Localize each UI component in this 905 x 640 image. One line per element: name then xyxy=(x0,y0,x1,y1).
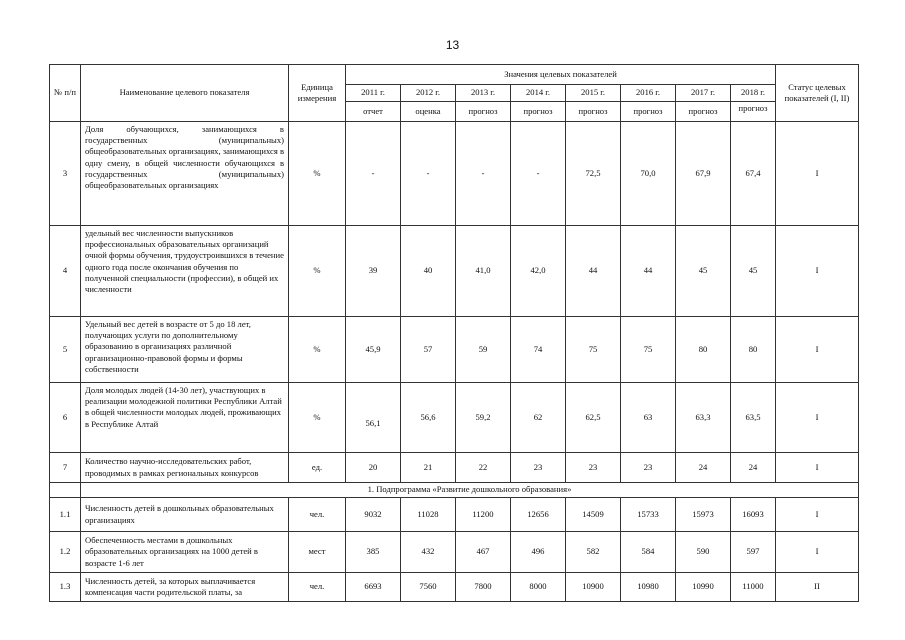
value-cell: 62,5 xyxy=(566,383,621,453)
value-cell: 74 xyxy=(511,317,566,383)
indicator-name: Численность детей, за которых выплачивается компенсация части родительской платы, за xyxy=(81,573,289,602)
value-cell: 45 xyxy=(676,226,731,317)
table-row xyxy=(50,573,859,602)
indicator-name: Количество научно-исследовательских работ, проводимых в рамках региональных конкурсов xyxy=(81,453,289,483)
value-cell: 59,2 xyxy=(456,383,511,453)
value-cell: 24 xyxy=(676,453,731,483)
value-cell: - xyxy=(511,122,566,226)
value-cell: 16093 xyxy=(731,498,776,532)
row-num: 6 xyxy=(50,383,81,453)
col-header-unit: Единица измерения xyxy=(289,65,346,122)
status-cell: I xyxy=(776,383,859,453)
value-cell: 6693 xyxy=(346,573,401,602)
year-header: 2013 г. xyxy=(456,85,511,102)
value-cell: 67,9 xyxy=(676,122,731,226)
value-type-header: прогноз xyxy=(456,102,511,122)
value-cell: 11028 xyxy=(401,498,456,532)
value-type-header: прогноз xyxy=(621,102,676,122)
target-indicators-table xyxy=(49,64,859,602)
value-cell: 496 xyxy=(511,532,566,573)
value-cell: 59 xyxy=(456,317,511,383)
unit-cell: мест xyxy=(289,532,346,573)
value-cell: 63 xyxy=(621,383,676,453)
value-cell: 40 xyxy=(401,226,456,317)
value-cell: 63,3 xyxy=(676,383,731,453)
table-row xyxy=(50,226,859,317)
year-header: 2018 г. xyxy=(731,85,776,102)
col-header-num: № п/п xyxy=(50,65,81,122)
value-cell: 75 xyxy=(621,317,676,383)
indicator-name: Доля обучающихся, занимающихся в государственных (муниципальных) общеобразовательных организациях, занимающихся в одну смену, в общей численности обучающихся в государственных (муниципальных) общеобразовательных организациях xyxy=(81,122,289,226)
unit-cell: % xyxy=(289,383,346,453)
value-cell: 20 xyxy=(346,453,401,483)
status-cell: I xyxy=(776,453,859,483)
value-cell: 45 xyxy=(731,226,776,317)
subprogram-title: 1. Подпрограмма «Развитие дошкольного образования» xyxy=(81,483,859,498)
indicator-name: Доля молодых людей (14-30 лет), участвующих в реализации молодежной политики Республики Алтай в общей численности молодых людей, проживающих в Республике Алтай xyxy=(81,383,289,453)
value-cell: 39 xyxy=(346,226,401,317)
indicator-name: Обеспеченность местами в дошкольных образовательных организациях на 1000 детей в возрасте 1-6 лет xyxy=(81,532,289,573)
year-header: 2014 г. xyxy=(511,85,566,102)
value-cell: - xyxy=(456,122,511,226)
col-header-status: Статус целевых показателей (I, II) xyxy=(776,65,859,122)
unit-cell: чел. xyxy=(289,498,346,532)
value-cell: 70,0 xyxy=(621,122,676,226)
value-cell: 56,6 xyxy=(401,383,456,453)
table-row xyxy=(50,453,859,483)
value-cell: 80 xyxy=(731,317,776,383)
value-cell: 42,0 xyxy=(511,226,566,317)
year-header: 2012 г. xyxy=(401,85,456,102)
unit-cell: % xyxy=(289,226,346,317)
subprogram-num-cell xyxy=(50,483,81,498)
unit-cell: % xyxy=(289,122,346,226)
value-cell: 45,9 xyxy=(346,317,401,383)
value-cell: 23 xyxy=(566,453,621,483)
value-type-header: прогноз xyxy=(676,102,731,122)
row-num: 4 xyxy=(50,226,81,317)
value-cell: 14509 xyxy=(566,498,621,532)
value-cell: 10900 xyxy=(566,573,621,602)
value-cell: 44 xyxy=(621,226,676,317)
value-cell: 15733 xyxy=(621,498,676,532)
value-cell: 23 xyxy=(511,453,566,483)
value-cell: 12656 xyxy=(511,498,566,532)
value-cell: 41,0 xyxy=(456,226,511,317)
value-cell: - xyxy=(346,122,401,226)
row-num: 5 xyxy=(50,317,81,383)
value-cell: - xyxy=(401,122,456,226)
year-header: 2015 г. xyxy=(566,85,621,102)
status-cell: I xyxy=(776,317,859,383)
value-cell: 597 xyxy=(731,532,776,573)
value-cell: 15973 xyxy=(676,498,731,532)
table-row xyxy=(50,317,859,383)
table-row xyxy=(50,532,859,573)
value-cell: 584 xyxy=(621,532,676,573)
value-cell: 582 xyxy=(566,532,621,573)
indicator-name: Численность детей в дошкольных образовательных организациях xyxy=(81,498,289,532)
value-cell: 8000 xyxy=(511,573,566,602)
value-cell: 22 xyxy=(456,453,511,483)
indicator-name: Удельный вес детей в возрасте от 5 до 18 лет, получающих услуги по дополнительному образованию в организациях различной организационно-правовой формы и формы собственности xyxy=(81,317,289,383)
status-cell: I xyxy=(776,226,859,317)
row-num: 1.3 xyxy=(50,573,81,602)
table-row xyxy=(50,383,859,453)
value-cell: 63,5 xyxy=(731,383,776,453)
value-cell: 24 xyxy=(731,453,776,483)
table-row xyxy=(50,498,859,532)
unit-cell: чел. xyxy=(289,573,346,602)
value-cell: 432 xyxy=(401,532,456,573)
value-cell: 11200 xyxy=(456,498,511,532)
value-cell: 72,5 xyxy=(566,122,621,226)
value-cell: 11000 xyxy=(731,573,776,602)
value-cell: 10990 xyxy=(676,573,731,602)
page-number: 13 xyxy=(445,38,460,52)
value-type-header: прогноз xyxy=(566,102,621,122)
unit-cell: % xyxy=(289,317,346,383)
value-cell: 44 xyxy=(566,226,621,317)
value-cell: 62 xyxy=(511,383,566,453)
year-header: 2016 г. xyxy=(621,85,676,102)
value-cell: 10980 xyxy=(621,573,676,602)
year-header: 2017 г. xyxy=(676,85,731,102)
row-num: 1.2 xyxy=(50,532,81,573)
value-cell: 56,1 xyxy=(346,383,401,453)
value-cell: 9032 xyxy=(346,498,401,532)
value-cell: 75 xyxy=(566,317,621,383)
value-cell: 21 xyxy=(401,453,456,483)
year-header: 2011 г. xyxy=(346,85,401,102)
col-header-name: Наименование целевого показателя xyxy=(81,65,289,122)
row-num: 1.1 xyxy=(50,498,81,532)
row-num: 7 xyxy=(50,453,81,483)
header-row-1 xyxy=(50,65,859,85)
value-cell: 67,4 xyxy=(731,122,776,226)
unit-cell: ед. xyxy=(289,453,346,483)
status-cell: I xyxy=(776,498,859,532)
value-cell: 57 xyxy=(401,317,456,383)
value-type-header: оценка xyxy=(401,102,456,122)
value-type-header: прогноз xyxy=(731,102,776,122)
value-type-header: прогноз xyxy=(511,102,566,122)
value-cell: 23 xyxy=(621,453,676,483)
row-num: 3 xyxy=(50,122,81,226)
value-cell: 7560 xyxy=(401,573,456,602)
value-cell: 467 xyxy=(456,532,511,573)
value-cell: 7800 xyxy=(456,573,511,602)
value-cell: 80 xyxy=(676,317,731,383)
status-cell: II xyxy=(776,573,859,602)
status-cell: I xyxy=(776,532,859,573)
status-cell: I xyxy=(776,122,859,226)
value-type-header: отчет xyxy=(346,102,401,122)
col-header-values-group: Значения целевых показателей xyxy=(346,65,776,85)
table-row xyxy=(50,122,859,226)
subprogram-row xyxy=(50,483,859,498)
value-cell: 590 xyxy=(676,532,731,573)
indicator-name: удельный вес численности выпускников профессиональных образовательных организаций очной формы обучения, трудоустроившихся в течение одного года после окончания обучения по полученной специальности (профессии), в общей их численности xyxy=(81,226,289,317)
value-cell: 385 xyxy=(346,532,401,573)
